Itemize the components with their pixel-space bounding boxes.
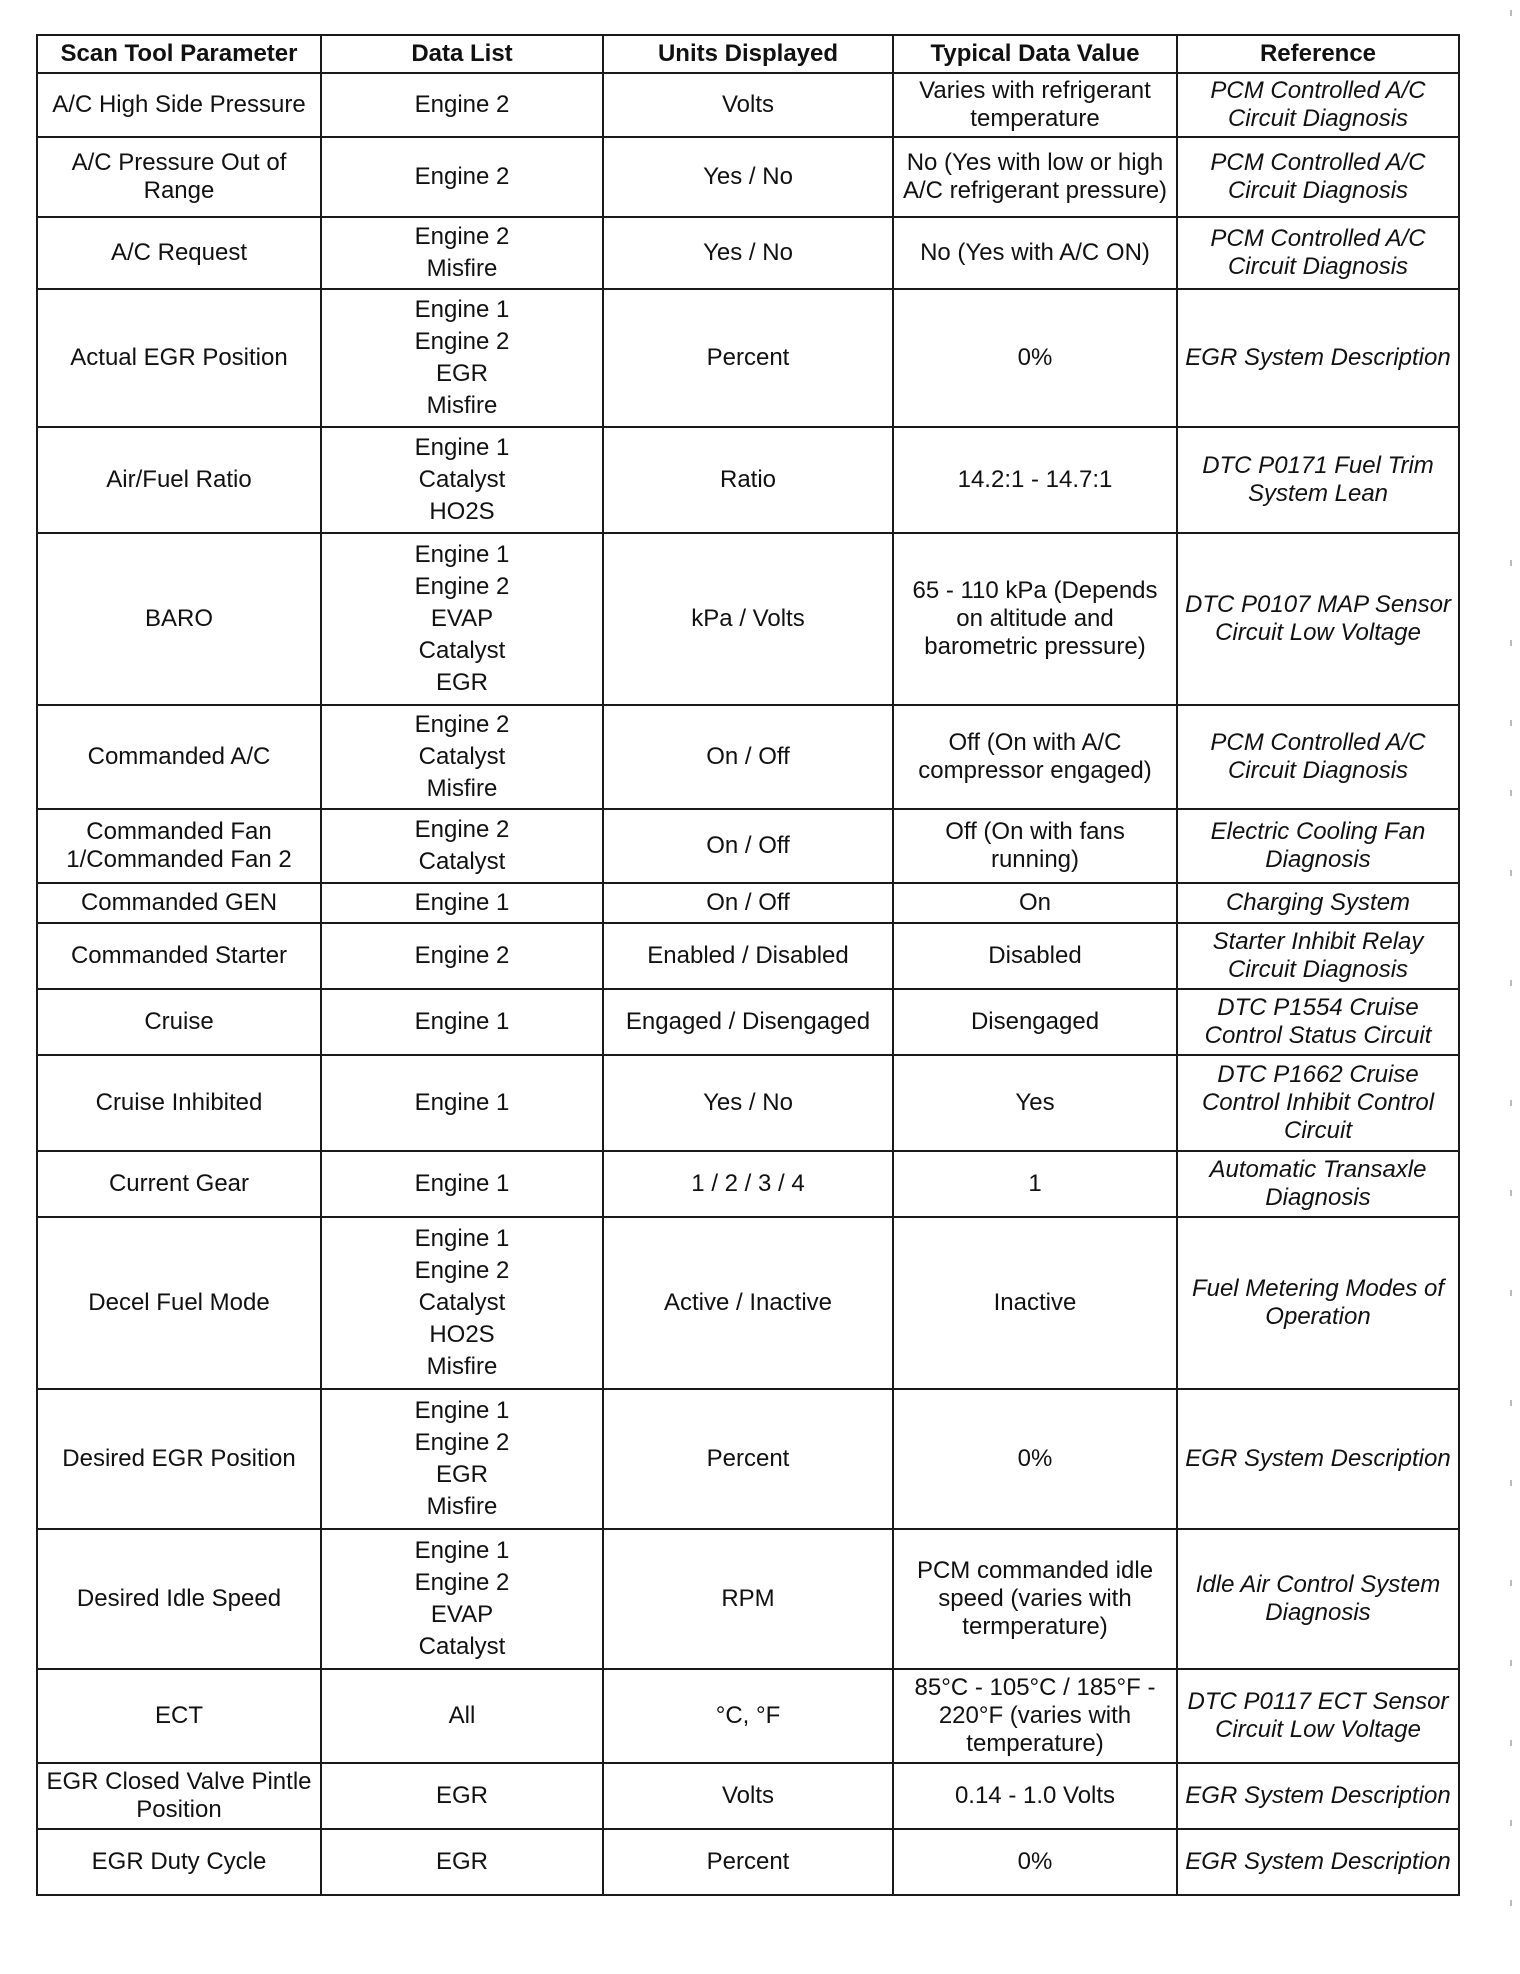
table-row bbox=[37, 427, 1459, 533]
cell-parameter: A/C Request bbox=[37, 217, 321, 289]
table-row bbox=[37, 1389, 1459, 1529]
table-row bbox=[37, 809, 1459, 883]
cell-units: Ratio bbox=[603, 427, 893, 533]
cell-reference: Charging System bbox=[1177, 883, 1459, 923]
cell-units: Yes / No bbox=[603, 217, 893, 289]
data-list-entry: HO2S bbox=[429, 498, 495, 525]
table-row bbox=[37, 217, 1459, 289]
table-row bbox=[37, 73, 1459, 137]
cell-reference: PCM Controlled A/C Circuit Diagnosis bbox=[1177, 705, 1459, 809]
data-list-entry: Engine 2 bbox=[414, 1257, 510, 1284]
cell-parameter: A/C Pressure Out of Range bbox=[37, 137, 321, 217]
data-list-entry: Engine 2 bbox=[414, 223, 510, 250]
cell-units: RPM bbox=[603, 1529, 893, 1669]
cell-data-list bbox=[321, 1529, 603, 1669]
cell-units: Active / Inactive bbox=[603, 1217, 893, 1389]
cell-units: Enabled / Disabled bbox=[603, 923, 893, 989]
data-list-entry: Catalyst bbox=[418, 1289, 506, 1316]
cell-typical-value: Disengaged bbox=[893, 989, 1177, 1055]
cell-typical-value: 65 - 110 kPa (Depends on altitude and barometric pressure) bbox=[893, 533, 1177, 705]
cell-parameter: EGR Duty Cycle bbox=[37, 1829, 321, 1895]
cell-typical-value: No (Yes with A/C ON) bbox=[893, 217, 1177, 289]
scan-mark bbox=[1510, 1100, 1512, 1106]
scan-mark bbox=[1510, 640, 1512, 646]
cell-typical-value: On bbox=[893, 883, 1177, 923]
data-list-entry: Engine 2 bbox=[414, 1429, 510, 1456]
data-list-entry: HO2S bbox=[429, 1321, 495, 1348]
cell-parameter: Commanded A/C bbox=[37, 705, 321, 809]
data-list-entry: EGR bbox=[435, 1461, 488, 1488]
data-list-entry: Catalyst bbox=[418, 466, 506, 493]
document-page bbox=[36, 34, 1458, 1896]
data-list-entry: Misfire bbox=[426, 775, 498, 802]
table-row bbox=[37, 289, 1459, 427]
cell-data-list bbox=[321, 705, 603, 809]
cell-parameter: ECT bbox=[37, 1669, 321, 1763]
scan-mark bbox=[1510, 10, 1512, 16]
table-header-row bbox=[37, 35, 1459, 73]
cell-typical-value: 0% bbox=[893, 1829, 1177, 1895]
cell-reference: EGR System Description bbox=[1177, 1389, 1459, 1529]
cell-typical-value: 1 bbox=[893, 1151, 1177, 1217]
scan-mark bbox=[1510, 1740, 1512, 1746]
cell-reference: DTC P0107 MAP Sensor Circuit Low Voltage bbox=[1177, 533, 1459, 705]
data-list-entry: Engine 1 bbox=[414, 1537, 510, 1564]
data-list-entry: Misfire bbox=[426, 1353, 498, 1380]
cell-units: Percent bbox=[603, 289, 893, 427]
cell-reference: PCM Controlled A/C Circuit Diagnosis bbox=[1177, 73, 1459, 137]
cell-typical-value: PCM commanded idle speed (varies with termperature) bbox=[893, 1529, 1177, 1669]
data-list-entry: Misfire bbox=[426, 1493, 498, 1520]
table-row bbox=[37, 705, 1459, 809]
cell-parameter: Current Gear bbox=[37, 1151, 321, 1217]
scan-mark bbox=[1510, 1900, 1512, 1906]
header-typical-data-value: Typical Data Value bbox=[893, 35, 1177, 73]
cell-parameter: Commanded Fan 1/Commanded Fan 2 bbox=[37, 809, 321, 883]
cell-typical-value: 0% bbox=[893, 289, 1177, 427]
cell-units: On / Off bbox=[603, 883, 893, 923]
cell-parameter: Air/Fuel Ratio bbox=[37, 427, 321, 533]
cell-data-list bbox=[321, 217, 603, 289]
cell-units: On / Off bbox=[603, 809, 893, 883]
data-list-entry: Engine 1 bbox=[414, 1170, 510, 1197]
cell-data-list bbox=[321, 883, 603, 923]
data-list-entry: Engine 2 bbox=[414, 91, 510, 118]
cell-parameter: Desired EGR Position bbox=[37, 1389, 321, 1529]
cell-data-list bbox=[321, 1669, 603, 1763]
scan-mark bbox=[1510, 1400, 1512, 1406]
scan-tool-data-table bbox=[36, 34, 1460, 1896]
data-list-entry: Misfire bbox=[426, 392, 498, 419]
scan-mark bbox=[1510, 870, 1512, 876]
data-list-entry: Engine 1 bbox=[414, 434, 510, 461]
cell-parameter: EGR Closed Valve Pintle Position bbox=[37, 1763, 321, 1829]
cell-units: °C, °F bbox=[603, 1669, 893, 1763]
data-list-entry: Engine 2 bbox=[414, 816, 510, 843]
cell-data-list bbox=[321, 533, 603, 705]
cell-data-list bbox=[321, 1389, 603, 1529]
cell-reference: DTC P1662 Cruise Control Inhibit Control Circuit bbox=[1177, 1055, 1459, 1151]
data-list-entry: Engine 1 bbox=[414, 1008, 510, 1035]
data-list-entry: Catalyst bbox=[418, 637, 506, 664]
data-list-entry: Engine 1 bbox=[414, 1089, 510, 1116]
scan-mark bbox=[1510, 1660, 1512, 1666]
data-list-entry: Engine 1 bbox=[414, 541, 510, 568]
table-row bbox=[37, 1055, 1459, 1151]
scan-mark bbox=[1510, 980, 1512, 986]
cell-units: Yes / No bbox=[603, 1055, 893, 1151]
scan-mark bbox=[1510, 1820, 1512, 1826]
data-list-entry: Engine 1 bbox=[414, 1225, 510, 1252]
data-list-entry: EGR bbox=[435, 360, 488, 387]
scan-mark bbox=[1510, 1290, 1512, 1296]
cell-data-list bbox=[321, 137, 603, 217]
table-row bbox=[37, 1669, 1459, 1763]
data-list-entry: EVAP bbox=[430, 605, 494, 632]
scan-mark bbox=[1510, 790, 1512, 796]
data-list-entry: EGR bbox=[435, 1848, 488, 1875]
data-list-entry: Engine 2 bbox=[414, 163, 510, 190]
cell-units: kPa / Volts bbox=[603, 533, 893, 705]
cell-parameter: A/C High Side Pressure bbox=[37, 73, 321, 137]
cell-data-list bbox=[321, 1217, 603, 1389]
cell-typical-value: 0.14 - 1.0 Volts bbox=[893, 1763, 1177, 1829]
table-row bbox=[37, 1763, 1459, 1829]
data-list-entry: Catalyst bbox=[418, 743, 506, 770]
header-scan-tool-parameter: Scan Tool Parameter bbox=[37, 35, 321, 73]
cell-data-list bbox=[321, 73, 603, 137]
data-list-entry: Engine 2 bbox=[414, 1569, 510, 1596]
scan-mark bbox=[1510, 720, 1512, 726]
cell-parameter: BARO bbox=[37, 533, 321, 705]
scan-mark bbox=[1510, 1190, 1512, 1196]
table-row bbox=[37, 1217, 1459, 1389]
data-list-entry: All bbox=[448, 1702, 476, 1729]
scan-mark bbox=[1510, 560, 1512, 566]
data-list-entry: Engine 2 bbox=[414, 328, 510, 355]
cell-data-list bbox=[321, 1829, 603, 1895]
cell-reference: Automatic Transaxle Diagnosis bbox=[1177, 1151, 1459, 1217]
cell-typical-value: No (Yes with low or high A/C refrigerant pressure) bbox=[893, 137, 1177, 217]
data-list-entry: Engine 1 bbox=[414, 1397, 510, 1424]
cell-data-list bbox=[321, 1763, 603, 1829]
cell-typical-value: Varies with refrigerant temperature bbox=[893, 73, 1177, 137]
cell-typical-value: 0% bbox=[893, 1389, 1177, 1529]
cell-reference: Starter Inhibit Relay Circuit Diagnosis bbox=[1177, 923, 1459, 989]
cell-typical-value: Inactive bbox=[893, 1217, 1177, 1389]
cell-reference: DTC P0117 ECT Sensor Circuit Low Voltage bbox=[1177, 1669, 1459, 1763]
table-row bbox=[37, 883, 1459, 923]
table-row bbox=[37, 923, 1459, 989]
table-row bbox=[37, 533, 1459, 705]
cell-data-list bbox=[321, 923, 603, 989]
cell-typical-value: Yes bbox=[893, 1055, 1177, 1151]
table-row bbox=[37, 989, 1459, 1055]
cell-typical-value: 14.2:1 - 14.7:1 bbox=[893, 427, 1177, 533]
scan-mark bbox=[1510, 1480, 1512, 1486]
data-list-entry: Engine 2 bbox=[414, 942, 510, 969]
cell-units: Yes / No bbox=[603, 137, 893, 217]
cell-reference: Fuel Metering Modes of Operation bbox=[1177, 1217, 1459, 1389]
table-row bbox=[37, 1829, 1459, 1895]
cell-reference: EGR System Description bbox=[1177, 1763, 1459, 1829]
cell-parameter: Cruise bbox=[37, 989, 321, 1055]
cell-units: Percent bbox=[603, 1829, 893, 1895]
cell-data-list bbox=[321, 427, 603, 533]
cell-reference: PCM Controlled A/C Circuit Diagnosis bbox=[1177, 137, 1459, 217]
data-list-entry: Catalyst bbox=[418, 848, 506, 875]
data-list-entry: EGR bbox=[435, 669, 488, 696]
cell-data-list bbox=[321, 289, 603, 427]
data-list-entry: Catalyst bbox=[418, 1633, 506, 1660]
cell-parameter: Commanded Starter bbox=[37, 923, 321, 989]
cell-units: On / Off bbox=[603, 705, 893, 809]
cell-reference: PCM Controlled A/C Circuit Diagnosis bbox=[1177, 217, 1459, 289]
cell-units: Volts bbox=[603, 73, 893, 137]
cell-data-list bbox=[321, 1055, 603, 1151]
scan-edge-marks bbox=[1510, 0, 1514, 1974]
cell-data-list bbox=[321, 989, 603, 1055]
cell-data-list bbox=[321, 1151, 603, 1217]
cell-parameter: Actual EGR Position bbox=[37, 289, 321, 427]
cell-reference: EGR System Description bbox=[1177, 289, 1459, 427]
cell-reference: DTC P0171 Fuel Trim System Lean bbox=[1177, 427, 1459, 533]
data-list-entry: Engine 2 bbox=[414, 573, 510, 600]
cell-parameter: Decel Fuel Mode bbox=[37, 1217, 321, 1389]
cell-parameter: Commanded GEN bbox=[37, 883, 321, 923]
cell-units: Volts bbox=[603, 1763, 893, 1829]
data-list-entry: Engine 1 bbox=[414, 889, 510, 916]
data-list-entry: Misfire bbox=[426, 255, 498, 282]
cell-data-list bbox=[321, 809, 603, 883]
cell-reference: Idle Air Control System Diagnosis bbox=[1177, 1529, 1459, 1669]
cell-parameter: Desired Idle Speed bbox=[37, 1529, 321, 1669]
cell-parameter: Cruise Inhibited bbox=[37, 1055, 321, 1151]
cell-reference: Electric Cooling Fan Diagnosis bbox=[1177, 809, 1459, 883]
cell-units: Engaged / Disengaged bbox=[603, 989, 893, 1055]
data-list-entry: EGR bbox=[435, 1782, 488, 1809]
cell-typical-value: Off (On with fans running) bbox=[893, 809, 1177, 883]
cell-typical-value: 85°C - 105°C / 185°F - 220°F (varies with temperature) bbox=[893, 1669, 1177, 1763]
header-data-list: Data List bbox=[321, 35, 603, 73]
scan-mark bbox=[1510, 1580, 1512, 1586]
cell-typical-value: Off (On with A/C compressor engaged) bbox=[893, 705, 1177, 809]
header-reference: Reference bbox=[1177, 35, 1459, 73]
cell-reference: DTC P1554 Cruise Control Status Circuit bbox=[1177, 989, 1459, 1055]
cell-units: 1 / 2 / 3 / 4 bbox=[603, 1151, 893, 1217]
data-list-entry: EVAP bbox=[430, 1601, 494, 1628]
cell-units: Percent bbox=[603, 1389, 893, 1529]
cell-typical-value: Disabled bbox=[893, 923, 1177, 989]
header-units-displayed: Units Displayed bbox=[603, 35, 893, 73]
table-row bbox=[37, 137, 1459, 217]
table-row bbox=[37, 1151, 1459, 1217]
data-list-entry: Engine 1 bbox=[414, 296, 510, 323]
data-list-entry: Engine 2 bbox=[414, 711, 510, 738]
cell-reference: EGR System Description bbox=[1177, 1829, 1459, 1895]
table-row bbox=[37, 1529, 1459, 1669]
